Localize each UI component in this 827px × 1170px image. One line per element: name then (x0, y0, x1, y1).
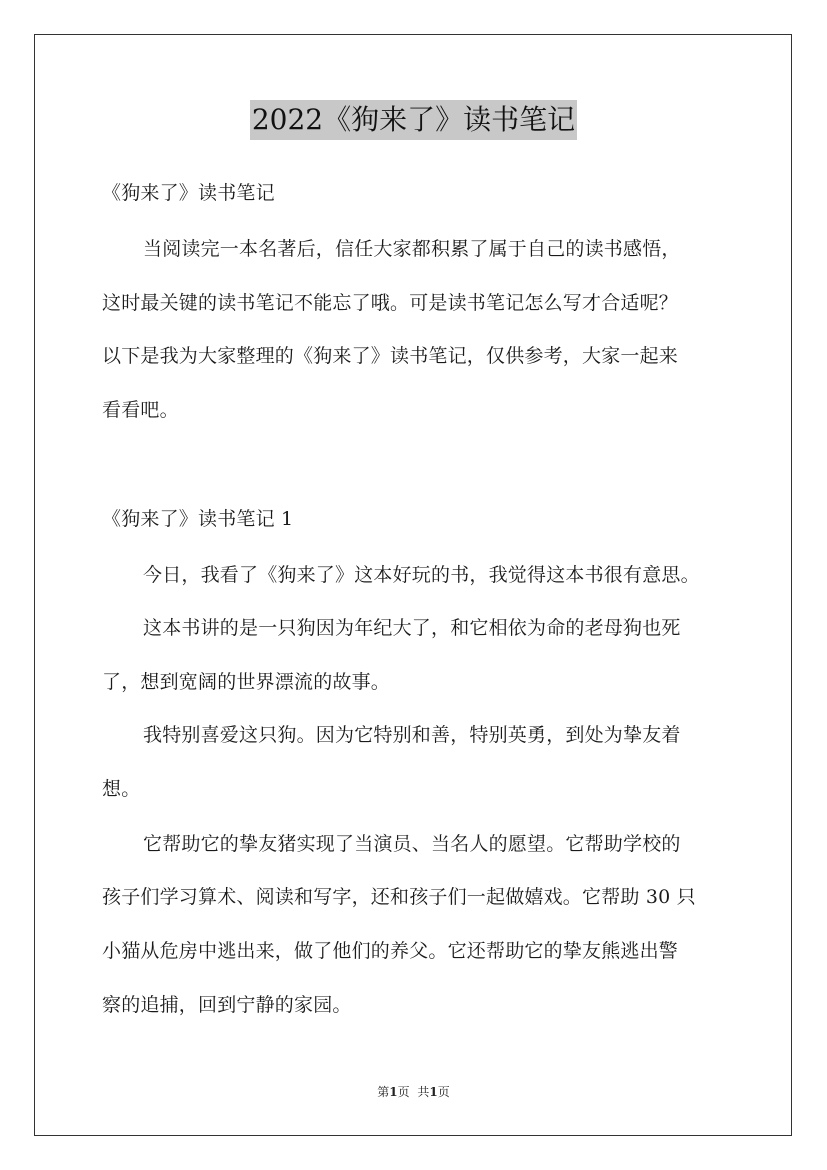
body-line-9: 察的追捕，回到宁静的家园。 (102, 994, 352, 1016)
page-label-suffix: 页 (397, 1085, 410, 1099)
document-title: 2022《狗来了》读书笔记 (250, 100, 577, 140)
body-line-8: 小猫从危房中逃出来，做了他们的养父。它还帮助它的挚友熊逃出警 (102, 940, 679, 962)
total-label-prefix: 共 (417, 1085, 430, 1099)
body-line-1: 今日，我看了《狗来了》这本好玩的书，我觉得这本书很有意思。 (143, 564, 700, 586)
intro-line-2: 这时最关键的读书笔记不能忘了哦。可是读书笔记怎么写才合适呢？ (102, 292, 679, 314)
body-line-7: 孩子们学习算术、阅读和写字，还和孩子们一起做嬉戏。它帮助 30 只 (102, 886, 696, 908)
body-line-2: 这本书讲的是一只狗因为年纪大了，和它相依为命的老母狗也死 (143, 617, 681, 639)
section-heading: 《狗来了》读书笔记 1 (102, 508, 294, 530)
body-line-4: 我特别喜爱这只狗。因为它特别和善，特别英勇，到处为挚友着 (143, 724, 681, 746)
intro-line-4: 看看吧。 (102, 399, 179, 421)
body-line-3: 了，想到宽阔的世界漂流的故事。 (102, 671, 391, 693)
document-subtitle: 《狗来了》读书笔记 (102, 182, 275, 204)
body-line-6: 它帮助它的挚友猪实现了当演员、当名人的愿望。它帮助学校的 (143, 833, 681, 855)
page-label-prefix: 第 (377, 1085, 390, 1099)
total-pages: 1 (429, 1085, 438, 1099)
intro-line-3: 以下是我为大家整理的《狗来了》读书笔记，仅供参考，大家一起来 (102, 345, 679, 367)
title-wrapper (0, 100, 827, 140)
total-label-suffix: 页 (437, 1085, 450, 1099)
page-footer (0, 1084, 827, 1100)
intro-line-1: 当阅读完一本名著后，信任大家都积累了属于自己的读书感悟， (143, 238, 681, 260)
body-line-5: 想。 (102, 778, 141, 800)
page-number: 1 (389, 1085, 398, 1099)
